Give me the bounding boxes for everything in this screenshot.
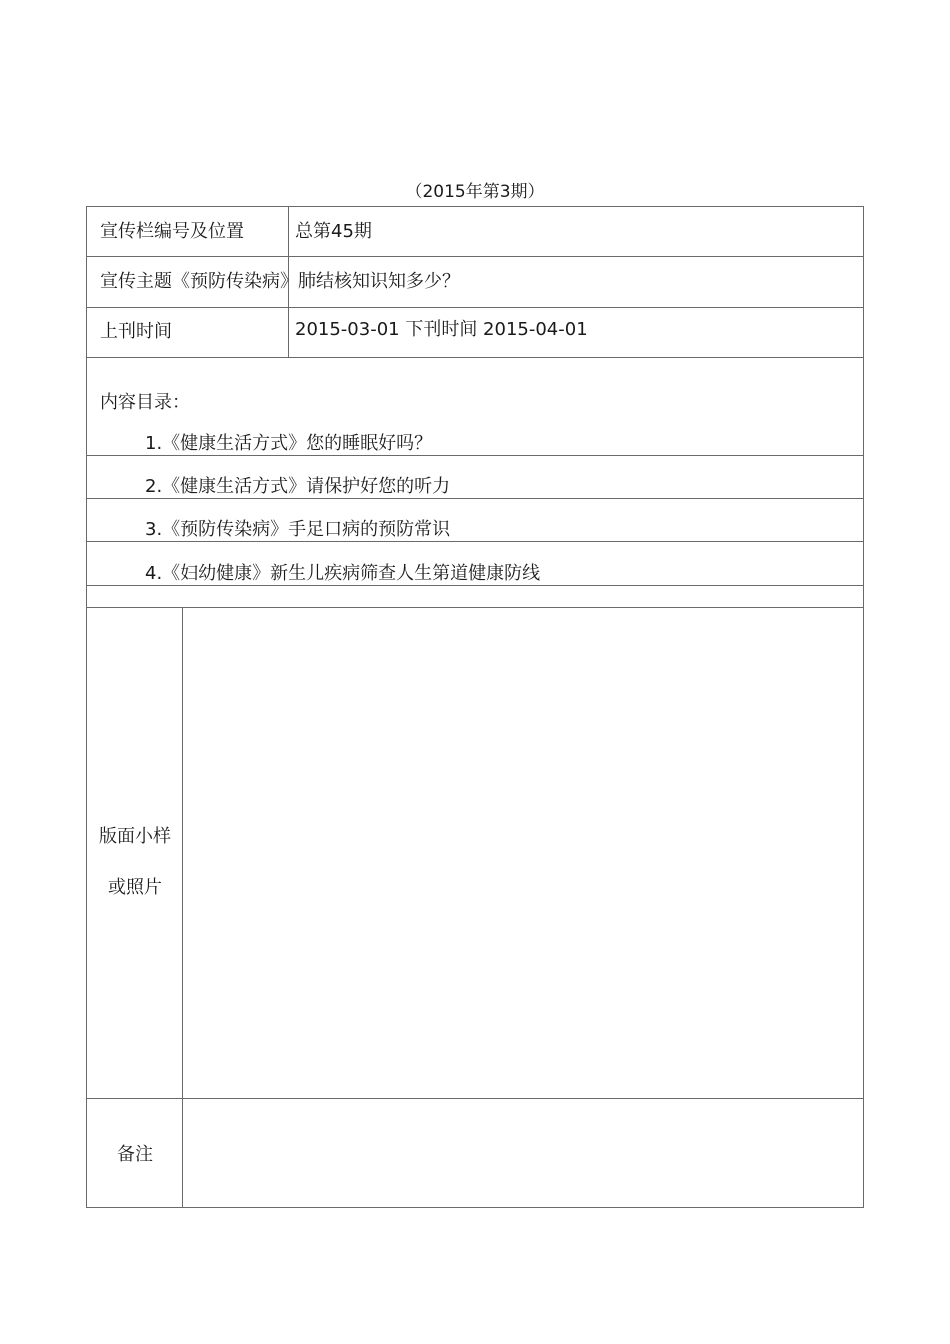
board-number-value: 总第45期: [295, 221, 372, 242]
remarks-area: [183, 1099, 863, 1207]
contents-item-1: 1.《健康生活方式》您的睡眠好吗？: [145, 433, 433, 454]
row-divider: [87, 307, 863, 308]
layout-sample-label-line1: 版面小样: [99, 826, 171, 847]
theme-text: 宣传主题《预防传染病》肺结核知识知多少？: [100, 271, 460, 292]
layout-sample-label-line2: 或照片: [108, 877, 162, 898]
publish-time-label: 上刊时间: [100, 321, 172, 342]
board-number-label: 宣传栏编号及位置: [100, 221, 244, 242]
row-divider: [87, 256, 863, 257]
publish-time-value: 2015-03-01 下刊时间 2015-04-01: [295, 319, 588, 340]
contents-heading: 内容目录：: [100, 392, 190, 413]
issue-title: （2015年第3期）: [405, 182, 545, 202]
publicity-board-table: [86, 206, 864, 1208]
contents-item-3: 3.《预防传染病》手足口病的预防常识: [145, 519, 451, 540]
row-divider: [87, 357, 863, 358]
row-divider: [87, 585, 863, 586]
row-divider: [87, 541, 863, 542]
contents-item-2: 2.《健康生活方式》请保护好您的听力: [145, 476, 451, 497]
remarks-label: 备注: [117, 1144, 153, 1165]
row-divider: [87, 455, 863, 456]
row-divider: [87, 498, 863, 499]
contents-item-4: 4.《妇幼健康》新生儿疾病筛查人生第道健康防线: [145, 563, 541, 584]
layout-sample-area: [183, 608, 863, 1098]
